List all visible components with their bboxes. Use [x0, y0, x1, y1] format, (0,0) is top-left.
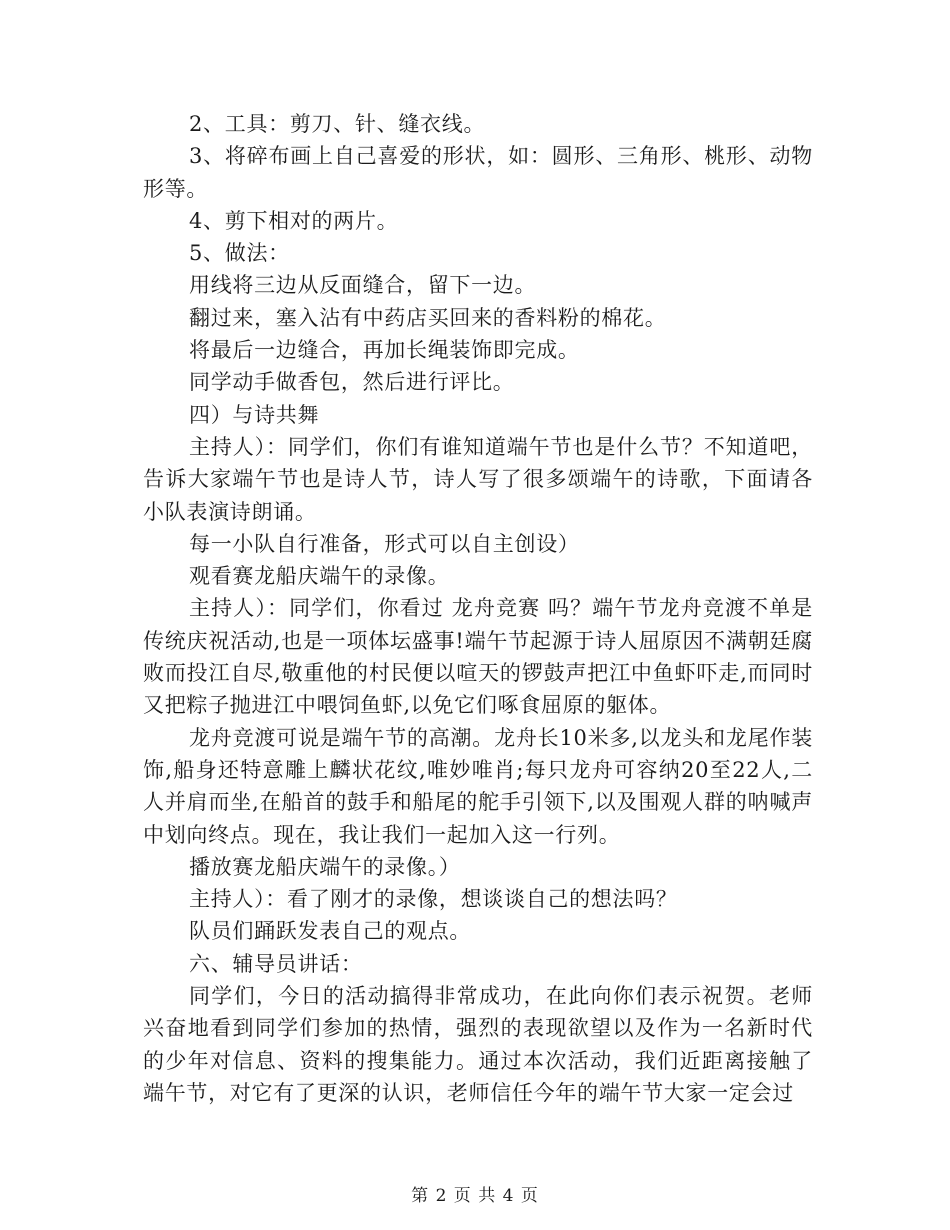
paragraph-tools: 2、工具：剪刀、针、缝衣线。 — [189, 112, 486, 136]
page-footer: 第 2 页 共 4 页 — [411, 1186, 539, 1206]
paragraph-dragon-boat-race: 龙舟竞渡可说是端午节的高潮。龙舟长10米多,以龙头和龙尾作装饰,船身还特意雕上麟状花纹,唯妙唯肖;每只龙舟可容纳20至22人,二人并肩而坐,在船首的鼓手和船尾的舵手引领下,以及围观人群的呐喊声中划向终点。现在，我让我们一起加入这一行列。 — [143, 725, 813, 847]
paragraph-watch-video: 观看赛龙船庆端午的录像。 — [189, 564, 450, 589]
document-body — [143, 108, 813, 1109]
paragraph-host-dragon-boat: 主持人）：同学们，你看过 龙舟竞赛 吗？端午节龙舟竞渡不单是传统庆祝活动,也是一项体坛盛事!端午节起源于诗人屈原因不满朝廷腐败而投江自尽,敬重他的村民便以喧天的锣鼓声把江中鱼虾吓走,而同时又把粽子抛进江中喂饲鱼虾,以免它们啄食屈原的躯体。 — [143, 596, 813, 718]
section-heading-counselor: 六、辅导员讲话： — [189, 951, 363, 976]
paragraph-method-heading: 5、做法： — [189, 241, 290, 266]
paragraph-counselor-speech: 同学们，今日的活动搞得非常成功，在此向你们表示祝贺。老师兴奋地看到同学们参加的热情，强烈的表现欲望以及作为一名新时代的少年对信息、资料的搜集能力。通过本次活动，我们近距离接触了端午节，对它有了更深的认识，老师信任今年的端午节大家一定会过 — [143, 984, 813, 1105]
paragraph-stuff-cotton: 翻过来，塞入沾有中药店买回来的香料粉的棉花。 — [189, 305, 667, 330]
paragraph-finish-sewing: 将最后一边缝合，再加长绳装饰即完成。 — [189, 338, 580, 363]
paragraph-play-video: 播放赛龙船庆端午的录像。） — [189, 854, 461, 879]
paragraph-team-prepare: 每一小队自行准备，形式可以自主创设） — [189, 531, 580, 556]
paragraph-host-poet-festival: 主持人）：同学们，你们有谁知道端午节也是什么节？不知道吧，告诉大家端午节也是诗人节，诗人写了很多颂端午的诗歌，下面请各小队表演诗朗诵。 — [143, 434, 813, 524]
paragraph-make-sachet: 同学动手做香包，然后进行评比。 — [189, 370, 515, 395]
paragraph-sew-three-sides: 用线将三边从反面缝合，留下一边。 — [189, 273, 537, 298]
section-heading-poetry: 四）与诗共舞 — [189, 402, 320, 427]
paragraph-cut-pieces: 4、剪下相对的两片。 — [189, 208, 399, 233]
paragraph-draw-shapes: 3、将碎布画上自己喜爱的形状，如：圆形、三角形、桃形、动物形等。 — [143, 144, 813, 201]
paragraph-members-speak: 队员们踊跃发表自己的观点。 — [189, 919, 472, 944]
paragraph-host-thoughts: 主持人）：看了刚才的录像，想谈谈自己的想法吗？ — [189, 887, 678, 912]
